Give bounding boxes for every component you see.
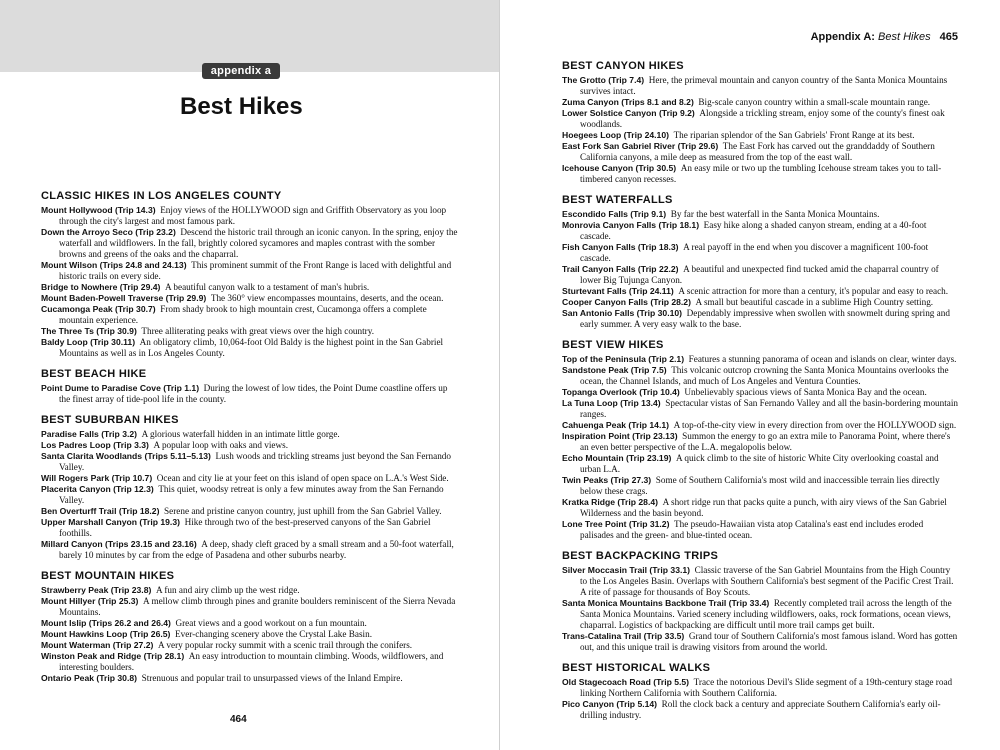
hike-description: Great views and a good workout on a fun mountain. [175, 618, 367, 628]
hike-entry [562, 699, 958, 721]
hike-description: Recently completed trail across the length of the Santa Monica Mountains. Varied scenery including wildflowers, oaks, rock formations, ocean views, chaparral. Logistics of backpacking are difficult until more trail camps get built. [580, 598, 952, 630]
hike-entry [41, 517, 459, 539]
hike-entry [562, 497, 958, 519]
chapter-header-band [0, 0, 500, 72]
hike-name: Mount Baden-Powell Traverse (Trip 29.9) [41, 293, 207, 303]
hike-entry [562, 209, 958, 220]
hike-name: Mount Islip (Trips 26.2 and 26.4) [41, 618, 171, 628]
hike-entry [562, 631, 958, 653]
section-heading: BEST CANYON HIKES [562, 60, 684, 72]
hike-description: A top-of-the-city view in every direction from over the HOLLYWOOD sign. [673, 420, 957, 430]
hike-name: Trans-Catalina Trail (Trip 33.5) [562, 631, 685, 641]
hike-entry [41, 282, 459, 293]
hike-name: Icehouse Canyon (Trip 30.5) [562, 163, 677, 173]
hike-description: An obligatory climb, 10,064-foot Old Baldy is the highest point in the San Gabriel Mountains as well as in Los Angeles County. [59, 337, 444, 358]
hike-description: The East Fork has carved out the granddaddy of Southern California canyons, a mile deep as measured from the top of the east wall. [580, 141, 935, 162]
page-number-right: 465 [939, 31, 958, 43]
hike-entry [41, 473, 459, 484]
hike-entry [562, 141, 958, 163]
hike-description: Here, the primeval mountain and canyon country of the Santa Monica Mountains survives intact. [580, 75, 948, 96]
hike-entry [41, 618, 459, 629]
hike-entry [41, 383, 459, 405]
hike-description: During the lowest of low tides, the Point Dume coastline offers up the finest array of tide-pool life in the county. [59, 383, 448, 404]
hike-description: A beautiful and unexpected find tucked amid the chaparral country of lower Big Tujunga Canyon. [580, 264, 939, 285]
hike-name: Millard Canyon (Trips 23.15 and 23.16) [41, 539, 197, 549]
hike-entry [562, 308, 958, 330]
hike-name: Cucamonga Peak (Trip 30.7) [41, 304, 156, 314]
page-number-left: 464 [230, 714, 247, 725]
hike-description: Descend the historic trail through an iconic canyon. In the spring, enjoy the waterfall and wildflowers. In the fall, brightly colored sycamores and maples contrast with the somber browns and greens of the oaks and the chaparral. [59, 227, 458, 259]
hike-name: Hoegees Loop (Trip 24.10) [562, 130, 669, 140]
hike-description: Ever-changing scenery above the Crystal Lake Basin. [174, 629, 373, 639]
hike-name: Ben Overturff Trail (Trip 18.2) [41, 506, 160, 516]
section-heading: BEST BEACH HIKE [41, 368, 147, 380]
hike-name: Lower Solstice Canyon (Trip 9.2) [562, 108, 695, 118]
hike-entry [562, 519, 958, 541]
hike-name: La Tuna Loop (Trip 13.4) [562, 398, 661, 408]
hike-description: Unbelievably spacious views of Santa Monica Bay and the ocean. [684, 387, 927, 397]
hike-entry [41, 596, 459, 618]
hike-name: Winston Peak and Ridge (Trip 28.1) [41, 651, 185, 661]
hike-entry [41, 227, 459, 260]
hike-entry [562, 242, 958, 264]
section-heading: BEST HISTORICAL WALKS [562, 662, 711, 674]
hike-description: Hike through two of the best-preserved canyons of the San Gabriel foothills. [59, 517, 431, 538]
hike-name: Down the Arroyo Seco (Trip 23.2) [41, 227, 176, 237]
hike-description: Alongside a trickling stream, enjoy some of the county's finest oak woodlands. [580, 108, 945, 129]
hike-entry [562, 297, 958, 308]
hike-description: Three alliterating peaks with great views over the high country. [141, 326, 375, 336]
page-title: Best Hikes [180, 93, 303, 120]
hike-name: Mount Hillyer (Trip 25.3) [41, 596, 139, 606]
running-head-title: Best Hikes [878, 31, 931, 43]
hike-entry [562, 108, 958, 130]
left-column [41, 190, 459, 684]
hike-description: A beautiful canyon walk to a testament of man's hubris. [164, 282, 370, 292]
section-heading: BEST MOUNTAIN HIKES [41, 570, 175, 582]
hike-description: A popular loop with oaks and views. [153, 440, 288, 450]
hike-description: A mellow climb through pines and granite boulders reminiscent of the Sierra Nevada Mountains. [59, 596, 456, 617]
hike-entry [562, 286, 958, 297]
hike-name: Fish Canyon Falls (Trip 18.3) [562, 242, 679, 252]
hike-entry [562, 453, 958, 475]
hike-name: Point Dume to Paradise Cove (Trip 1.1) [41, 383, 200, 393]
hike-entry [41, 506, 459, 517]
hike-name: Will Rogers Park (Trip 10.7) [41, 473, 153, 483]
hike-entry [562, 97, 958, 108]
hike-name: Cooper Canyon Falls (Trip 28.2) [562, 297, 691, 307]
hike-description: The 360° view encompasses mountains, deserts, and the ocean. [210, 293, 444, 303]
hike-description: From shady brook to high mountain crest, Cucamonga offers a complete mountain experience. [59, 304, 427, 325]
hike-entry [562, 220, 958, 242]
hike-name: Zuma Canyon (Trips 8.1 and 8.2) [562, 97, 694, 107]
hike-name: Ontario Peak (Trip 30.8) [41, 673, 137, 683]
right-column [562, 60, 958, 721]
hike-description: A very popular rocky summit with a scenic trail through the conifers. [157, 640, 413, 650]
hike-name: Upper Marshall Canyon (Trip 19.3) [41, 517, 180, 527]
hike-name: Cahuenga Peak (Trip 14.1) [562, 420, 669, 430]
hike-description: Big-scale canyon country within a small-scale mountain range. [698, 97, 931, 107]
hike-entry [41, 293, 459, 304]
hike-name: Lone Tree Point (Trip 31.2) [562, 519, 670, 529]
hike-description: A fun and airy climb up the west ridge. [155, 585, 300, 595]
hike-name: Escondido Falls (Trip 9.1) [562, 209, 667, 219]
hike-description: This prominent summit of the Front Range is laced with delightful and historic trails on every side. [59, 260, 452, 281]
hike-name: Los Padres Loop (Trip 3.3) [41, 440, 149, 450]
hike-entry [41, 484, 459, 506]
hike-description: Spectacular vistas of San Fernando Valley and all the basin-bordering mountain ranges. [580, 398, 959, 419]
hike-description: Dependably impressive when swollen with snowmelt during spring and early summer. A very easy walk to the base. [580, 308, 950, 329]
hike-name: Santa Clarita Woodlands (Trips 5.11–5.13) [41, 451, 211, 461]
hike-name: Placerita Canyon (Trip 12.3) [41, 484, 154, 494]
hike-name: Sturtevant Falls (Trip 24.11) [562, 286, 674, 296]
hike-description: This volcanic outcrop crowning the Santa Monica Mountains overlooks the ocean, the Channel Islands, and much of Los Angeles and Ventura Counties. [580, 365, 949, 386]
hike-entry [562, 130, 958, 141]
hike-name: Sandstone Peak (Trip 7.5) [562, 365, 667, 375]
hike-entry [41, 585, 459, 596]
hike-description: An easy mile or two up the tumbling Icehouse stream takes you to tall-timbered canyon recesses. [580, 163, 942, 184]
hike-entry [41, 673, 459, 684]
hike-name: Strawberry Peak (Trip 23.8) [41, 585, 152, 595]
hike-description: By far the best waterfall in the Santa Monica Mountains. [670, 209, 880, 219]
hike-description: A quick climb to the site of historic White City overlooking coastal and urban L.A. [580, 453, 939, 474]
hike-entry [41, 260, 459, 282]
hike-description: Summon the energy to go an extra mile to Panorama Point, where there's an even better perspective of the L.A. megalopolis below. [580, 431, 951, 452]
hike-entry [41, 539, 459, 561]
hike-entry [41, 304, 459, 326]
hike-name: Pico Canyon (Trip 5.14) [562, 699, 658, 709]
hike-name: Mount Wilson (Trips 24.8 and 24.13) [41, 260, 187, 270]
hike-name: The Three Ts (Trip 30.9) [41, 326, 137, 336]
hike-name: Kratka Ridge (Trip 28.4) [562, 497, 658, 507]
hike-name: Top of the Peninsula (Trip 2.1) [562, 354, 685, 364]
section-heading: BEST WATERFALLS [562, 194, 673, 206]
hike-name: Monrovia Canyon Falls (Trip 18.1) [562, 220, 700, 230]
hike-name: Echo Mountain (Trip 23.19) [562, 453, 672, 463]
hike-description: Features a stunning panorama of ocean and islands on clear, winter days. [688, 354, 957, 364]
hike-entry [41, 429, 459, 440]
hike-entry [562, 565, 958, 598]
running-head-label: Appendix A: [810, 31, 875, 43]
running-head [811, 31, 958, 43]
hike-entry [562, 398, 958, 420]
hike-entry [562, 677, 958, 699]
hike-entry [562, 354, 958, 365]
hike-name: Bridge to Nowhere (Trip 29.4) [41, 282, 161, 292]
appendix-tab-label: appendix a [202, 63, 280, 79]
hike-name: Silver Moccasin Trail (Trip 33.1) [562, 565, 691, 575]
hike-entry [562, 598, 958, 631]
hike-description: Ocean and city lie at your feet on this island of open space on L.A.'s West Side. [156, 473, 449, 483]
hike-description: Serene and pristine canyon country, just uphill from the San Gabriel Valley. [164, 506, 442, 516]
hike-description: A scenic attraction for more than a century, it's popular and easy to reach. [678, 286, 949, 296]
hike-description: A glorious waterfall hidden in an intimate little gorge. [141, 429, 340, 439]
hike-name: Santa Monica Mountains Backbone Trail (Trip 33.4) [562, 598, 770, 608]
hike-name: Old Stagecoach Road (Trip 5.5) [562, 677, 690, 687]
hike-description: Trace the notorious Devil's Slide segment of a 19th-century stage road linking Northern California with Southern California. [580, 677, 953, 698]
hike-entry [41, 629, 459, 640]
hike-entry [562, 264, 958, 286]
hike-description: An easy introduction to mountain climbing. Woods, wildflowers, and interesting boulders. [59, 651, 444, 672]
hike-description: A real payoff in the end when you discover a magnificent 100-foot cascade. [580, 242, 929, 263]
hike-entry [41, 326, 459, 337]
hike-entry [41, 337, 459, 359]
hike-name: Paradise Falls (Trip 3.2) [41, 429, 138, 439]
hike-entry [41, 651, 459, 673]
hike-description: Strenuous and popular trail to unsurpassed views of the Inland Empire. [141, 673, 403, 683]
hike-entry [562, 431, 958, 453]
hike-description: Lush woods and trickling streams just beyond the San Fernando Valley. [59, 451, 451, 472]
hike-name: San Antonio Falls (Trip 30.10) [562, 308, 683, 318]
hike-entry [562, 365, 958, 387]
hike-entry [41, 640, 459, 651]
hike-description: A small but beautiful cascade in a sublime High Country setting. [695, 297, 934, 307]
hike-name: Mount Waterman (Trip 27.2) [41, 640, 154, 650]
section-heading: CLASSIC HIKES IN LOS ANGELES COUNTY [41, 190, 282, 202]
hike-name: East Fork San Gabriel River (Trip 29.6) [562, 141, 719, 151]
hike-description: The pseudo-Hawaiian vista atop Catalina's east end includes eroded palisades and the green- and blue-tinted ocean. [580, 519, 924, 540]
hike-entry [562, 420, 958, 431]
hike-name: Inspiration Point (Trip 23.13) [562, 431, 678, 441]
hike-name: Topanga Overlook (Trip 10.4) [562, 387, 680, 397]
hike-name: Mount Hawkins Loop (Trip 26.5) [41, 629, 171, 639]
hike-entry [41, 205, 459, 227]
hike-name: Mount Hollywood (Trip 14.3) [41, 205, 156, 215]
section-heading: BEST VIEW HIKES [562, 339, 664, 351]
hike-description: Grand tour of Southern California's most famous island. Word has gotten out, and this unique trail is drawing visitors from around the world. [580, 631, 958, 652]
hike-description: A deep, shady cleft graced by a small stream and a 50-foot waterfall, barely 10 minutes by car from the edge of Pasadena and other suburbs nearby. [59, 539, 454, 560]
hike-name: The Grotto (Trip 7.4) [562, 75, 645, 85]
hike-description: This quiet, woodsy retreat is only a few minutes away from the San Fernando Valley. [59, 484, 444, 505]
hike-name: Twin Peaks (Trip 27.3) [562, 475, 652, 485]
hike-entry [562, 387, 958, 398]
hike-description: Enjoy views of the HOLLYWOOD sign and Griffith Observatory as you loop through the city's largest and most famous park. [59, 205, 447, 226]
section-heading: BEST BACKPACKING TRIPS [562, 550, 719, 562]
right-page [500, 0, 1000, 750]
hike-name: Baldy Loop (Trip 30.11) [41, 337, 136, 347]
hike-description: The riparian splendor of the San Gabriels' Front Range at its best. [673, 130, 915, 140]
hike-description: Some of Southern California's most wild and inaccessible terrain lies directly below these crags. [580, 475, 940, 496]
hike-entry [41, 440, 459, 451]
hike-description: Roll the clock back a century and appreciate Southern California's early oil-drilling industry. [580, 699, 941, 720]
hike-entry [562, 163, 958, 185]
hike-entry [562, 75, 958, 97]
hike-entry [562, 475, 958, 497]
hike-description: Easy hike along a shaded canyon stream, ending at a 40-foot cascade. [580, 220, 927, 241]
section-heading: BEST SUBURBAN HIKES [41, 414, 179, 426]
hike-description: A short ridge run that packs quite a punch, with airy views of the San Gabriel Wilderness and the basin beyond. [580, 497, 947, 518]
hike-name: Trail Canyon Falls (Trip 22.2) [562, 264, 679, 274]
hike-entry [41, 451, 459, 473]
hike-description: Classic traverse of the San Gabriel Mountains from the High Country to the Los Angeles Basin. Overlaps with Southern California's best segment of the Pacific Crest Trail. A rite of passage for thousands of Boy Scouts. [580, 565, 954, 597]
